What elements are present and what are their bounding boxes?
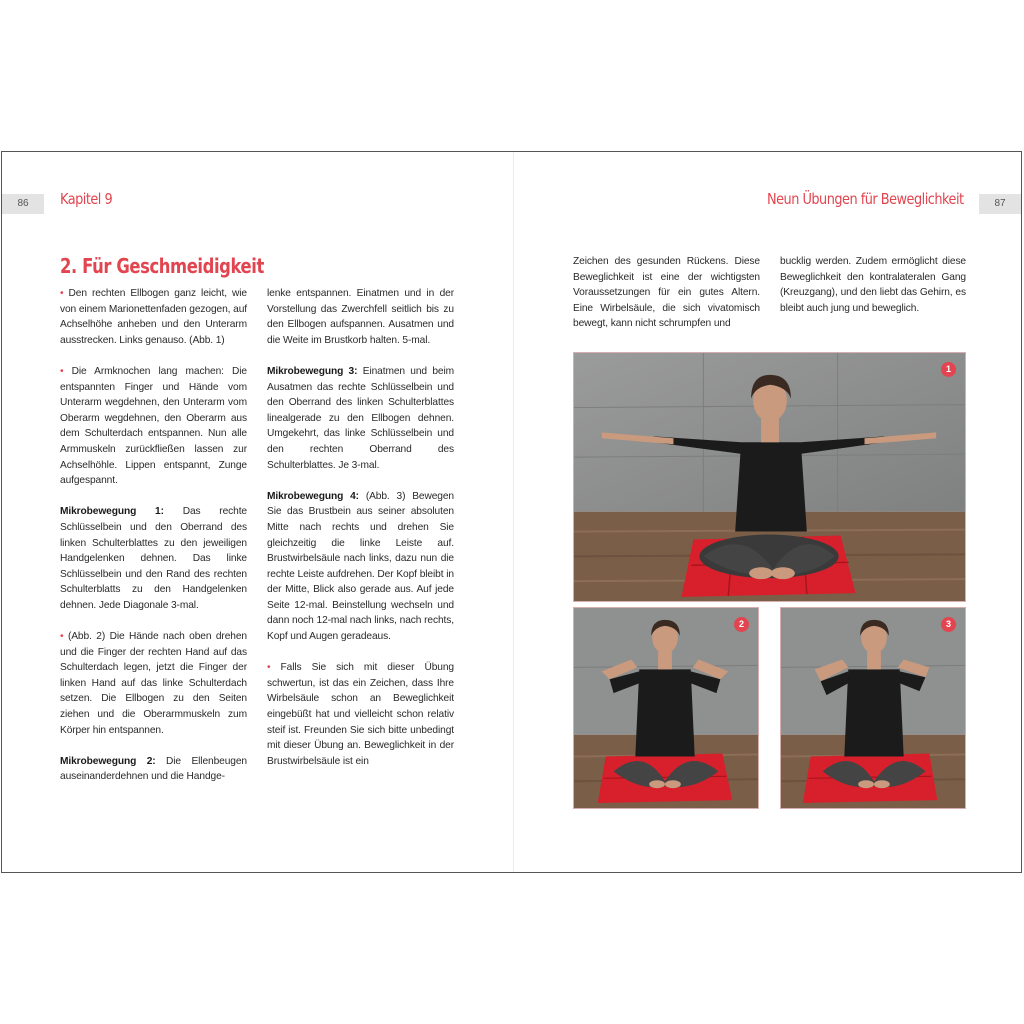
- figure-number-badge: 3: [941, 617, 956, 632]
- paragraph-text: Das rechte Schlüsselbein und den Oberrand des linken Schulterblattes zu den jeweiligen Handgelenken dehnen. Das linke Schlüsselbein und den Rand des rechten Schulterblatts zu den Handgelenken dehnen. Jede Diagonale 3-mal.: [60, 506, 248, 611]
- page-number-left: 86: [2, 194, 44, 214]
- figure-number-badge: 1: [941, 362, 956, 377]
- paragraph-text: Den rechten Ellbogen ganz leicht, wie von einem Marionettenfaden gezogen, auf Achselhöhe anheben und den Unterarm ausstrecken. Links genauso. (Abb. 1): [60, 288, 248, 346]
- paragraph-text: lenke entspannen. Einatmen und in der Vorstellung das Zwerchfell seitlich bis zu den Ellbogen aufspannen. Ausatmen und die Weite im Brustkorb halten. 5-mal.: [267, 288, 454, 346]
- book-spread: [1, 151, 1022, 873]
- paragraph-text: (Abb. 3) Bewegen Sie das Brustbein aus seiner absoluten Mitte nach rechts und drehen Sie gleichzeitig die linke Leiste auf. Brustwirbelsäule nach links, dazu nun die rechte Leiste aufdrehen. Der Kopf bleibt in der Mitte, Blick also gerade aus. Auf jede Seite 12-mal. Beinstellung wechseln und dann noch 12-mal nach links, nach rechts, Kopf und Augen geradeaus.: [267, 490, 454, 643]
- figure-number-badge: 2: [734, 617, 749, 632]
- text-column-3: [573, 254, 760, 332]
- step-label: Mikrobewegung 4:: [267, 490, 359, 502]
- paragraph-text: bucklig werden. Zudem ermöglicht diese Beweglichkeit den kontralateralen Gang (Kreuzgang), und den liebt das Gehirn, es bleibt auch jung und beweglich.: [780, 256, 966, 314]
- text-column-1: [60, 286, 247, 801]
- photo-1-illustration: [574, 353, 965, 601]
- exercise-photo-3: [780, 607, 966, 809]
- paragraph-text: Falls Sie sich mit dieser Übung schwertun, ist das ein Zeichen, dass Ihre Wirbelsäule schon an Beweglichkeit eingebüßt hat und vielleicht schon relativ steif ist. Freunden Sie sich bitte unbedingt mit dieser Übung an. Beweglichkeit in der Brustwirbelsäule ist ein: [267, 662, 455, 767]
- paragraph: [60, 286, 247, 348]
- text-column-4: [780, 254, 966, 316]
- paragraph: [267, 364, 454, 473]
- paragraph-text: Zeichen des gesunden Rückens. Diese Beweglichkeit ist eine der wichtigsten Voraussetzungen für ein gutes Altern. Eine Wirbelsäule, die sich vivatomisch bewegt, kann nicht schrumpfen und: [573, 256, 760, 330]
- bullet: •: [267, 662, 271, 674]
- exercise-photo-2: [573, 607, 759, 809]
- paragraph: [267, 660, 454, 769]
- paragraph: [60, 504, 247, 613]
- paragraph: [267, 489, 454, 645]
- running-head-right: Neun Übungen für Beweglichkeit: [767, 190, 964, 208]
- bullet: •: [60, 288, 64, 299]
- bullet: •: [60, 365, 64, 377]
- paragraph-text: Die Ellenbeugen auseinanderdehnen und die Handge-: [60, 755, 247, 783]
- exercise-photo-1: [573, 352, 966, 602]
- paragraph: [60, 364, 247, 489]
- step-label: Mikrobewegung 1:: [60, 506, 164, 518]
- paragraph-text: (Abb. 2) Die Hände nach oben drehen und die Finger der rechten Hand auf das Schulterdach legen, jetzt die Finger der linken Hand auf das linke Schulterdach setzen. Die Ellbogen zu den Seiten ziehen und die Oberarmmuskeln zum Körper hin entspannen.: [60, 631, 247, 736]
- text-column-2: [267, 286, 454, 785]
- photo-2-illustration: [574, 608, 758, 808]
- step-label: Mikrobewegung 2:: [60, 755, 156, 767]
- photo-3-illustration: [781, 608, 965, 808]
- section-title: 2. Für Geschmeidigkeit: [60, 254, 264, 278]
- paragraph: [60, 629, 247, 738]
- page-number-right: 87: [979, 194, 1021, 214]
- paragraph-text: Einatmen und beim Ausatmen das rechte Schlüsselbein und den Oberrand des linken Schulterblattes linealgerade zu den Ellbogen dehnen. Umgekehrt, das linke Schlüsselbein und den rechten Oberrand des Schulterblattes. Je 3-mal.: [267, 365, 454, 471]
- paragraph: [267, 286, 454, 348]
- paragraph: [60, 754, 247, 785]
- paragraph-text: Die Armknochen lang machen: Die entspannten Finger und Hände vom Unterarm wegdehnen, den Unterarm vom Oberarm wegdehnen, den Oberarm aus dem Schulterdach entspannen. Nun alle Armmuskeln zurückfließen lassen zur Achselhöhle. Lippen entspannt, Zunge aufgespannt.: [60, 365, 247, 487]
- running-head-left: Kapitel 9: [60, 190, 113, 208]
- bullet: •: [60, 631, 64, 643]
- step-label: Mikrobewegung 3:: [267, 365, 358, 377]
- gutter: [513, 152, 514, 872]
